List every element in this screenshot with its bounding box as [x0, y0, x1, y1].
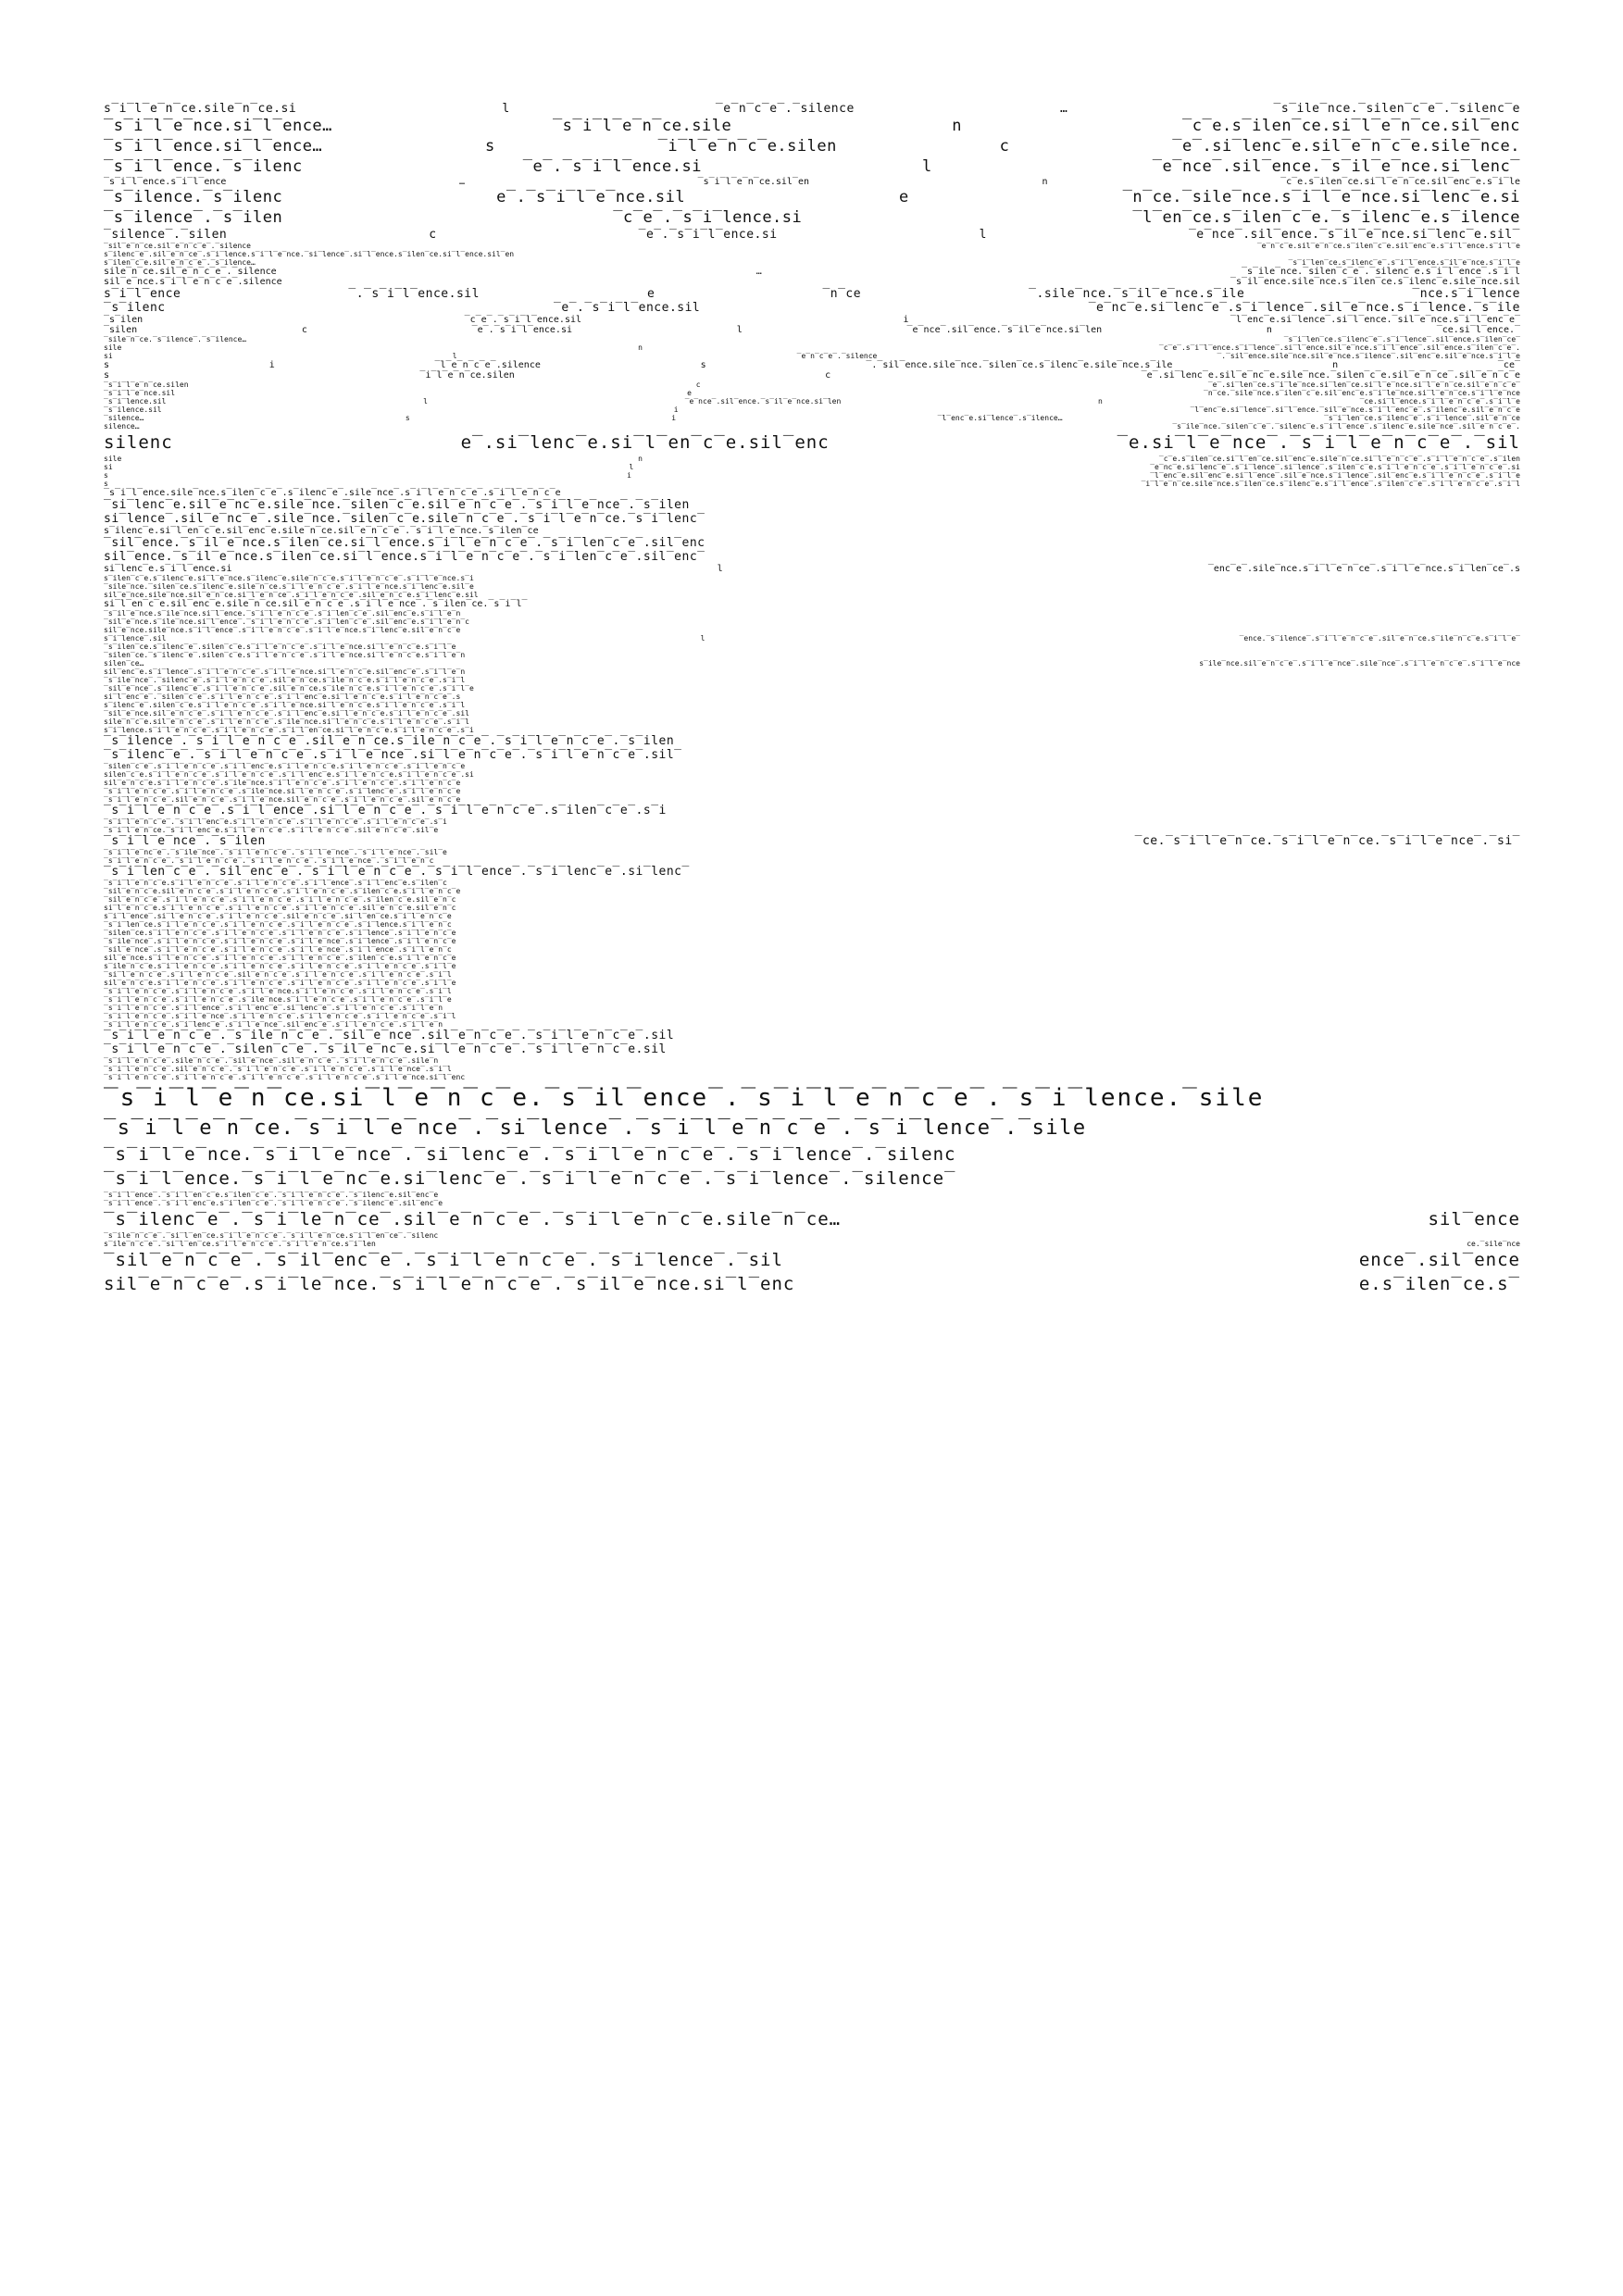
poem-line: sil‾e‾nce.s‾i‾l‾e‾n‾c‾e‾.s‾i‾l‾e‾n‾c‾e‾.s‾i‾l‾e‾n‾c‾e‾.s‾ilen‾c‾e.s‾i‾l‾e‾n‾c‾e — [104, 954, 456, 962]
poem-line: ‾s‾i‾l‾e‾n‾c‾e‾.‾silen‾c‾e‾.‾s‾il‾e‾nc‾e.si‾l‾e‾n‾c‾e‾.‾s‾i‾l‾e‾n‾c‾e.sil — [104, 1042, 667, 1056]
poem-line: sile‾n‾ce.sil‾e‾n‾c‾e‾.‾silence … ‾s‾ile‾nce.‾silen‾c‾e‾.‾silenc‾e.s‾i‾l‾ence‾.s‾i‾l — [104, 267, 1520, 277]
poem-line: sil‾e‾n‾c‾e.s‾i‾l‾e‾n‾c‾e‾.s‾ile‾nce.s‾i‾l‾e‾n‾c‾e‾.s‾i‾l‾e‾n‾c‾e‾.s‾i‾l‾e‾n‾c‾e — [104, 779, 461, 787]
poem-line: ‾s‾ilenc‾e‾.‾s‾i‾le‾n‾ce‾.sil‾e‾n‾c‾e‾.‾s‾i‾l‾e‾n‾c‾e.sile‾n‾ce… sil‾ence — [104, 1209, 1520, 1229]
poem-line: ‾s‾i‾l‾e‾n‾ce.si‾l‾e‾n‾c‾e.‾s‾il‾ence‾.‾s‾i‾l‾e‾n‾c‾e‾.‾s‾i‾lence.‾sile — [104, 1084, 1265, 1112]
poem-line: ‾silen‾ce.s‾i‾l‾e‾n‾c‾e‾.s‾i‾l‾e‾n‾c‾e‾.s‾i‾l‾e‾n‾c‾e‾.s‾i‾lence‾.s‾i‾l‾e‾n‾c‾e — [104, 929, 456, 937]
poem-line: ‾s‾i‾l‾e‾n‾c‾e‾.s‾i‾l‾ence‾.si‾l‾e‾n‾c‾e‾.‾s‾i‾l‾e‾n‾c‾e‾.s‾ilen‾c‾e‾.s‾i — [104, 804, 667, 817]
poem-line: s‾i‾lence‾.sil l ‾ence.‾s‾ilence‾.s‾i‾l‾e‾n‾c‾e‾.sil‾e‾n‾ce.s‾ile‾n‾c‾e.s‾i‾l‾e‾ — [104, 634, 1520, 643]
poem-line: si‾lence‾.sil‾e‾nc‾e‾.sile‾nce.‾silen‾c‾e.sile‾n‾c‾e‾.‾s‾i‾l‾e‾n‾ce.‾s‾i‾lenc‾ — [104, 512, 705, 526]
poem-line: ‾s‾i‾l‾e‾n‾c‾e‾.s‾i‾l‾ence‾.s‾i‾l‾enc‾e‾.si‾lenc‾e‾.s‾i‾l‾e‾n‾c‾e‾.s‾i‾l‾e‾n — [104, 1004, 443, 1012]
poem-line: ‾s‾i‾l‾e‾n‾c‾e‾.s‾i‾l‾e‾nce‾.s‾i‾l‾e‾n‾c‾e‾.s‾i‾l‾e‾n‾c‾e‾.s‾i‾l‾e‾n‾c‾e‾.s‾i‾l — [104, 1012, 456, 1020]
poem-line: ‾s‾i‾l‾e‾n‾c‾e‾.‾s‾ile‾n‾c‾e‾.‾sil‾e‾nce‾.sil‾e‾n‾c‾e‾.‾s‾i‾l‾e‾n‾c‾e‾.sil — [104, 1029, 675, 1042]
poem-line: ‾sil‾e‾nce‾.s‾ilenc‾e‾.s‾i‾l‾e‾n‾c‾e‾.sil‾e‾n‾ce.s‾ile‾n‾c‾e.s‾i‾l‾e‾n‾c‾e‾.s‾i‾l‾e — [104, 684, 474, 693]
poem-line: ‾sile‾nce.‾silen‾ce.s‾ilenc‾e.sile‾n‾ce.s‾i‾l‾e‾n‾c‾e‾.s‾i‾l‾e‾nce.s‾i‾lenc‾e.sil‾e — [104, 582, 474, 591]
poem-line: sil‾e‾nce.sile‾nce.s‾i‾l‾ence‾.s‾i‾l‾e‾n‾c‾e‾.s‾i‾l‾e‾nce.s‾i‾lenc‾e.sil‾e‾n‾c‾e — [104, 626, 461, 634]
poem-line: si‾lenc‾e.s‾i‾l‾ence.si l ‾enc‾e‾.sile‾nce.s‾i‾l‾e‾n‾ce‾.s‾i‾l‾e‾nce.s‾i‾len‾ce‾.s — [104, 564, 1520, 574]
poem-line: silen‾ce… s‾ile‾nce.sil‾e‾n‾c‾e‾.s‾i‾l‾e‾nce‾.sile‾nce‾.s‾i‾l‾e‾n‾c‾e‾.s‾i‾l‾e‾nce — [104, 659, 1520, 668]
poem-line: si‾l‾en‾c‾e.sil‾enc‾e.sile‾n‾ce.sil‾e‾n‾c‾e‾.s‾i‾l‾e‾nce‾.‾s‾ilen‾ce.‾s‾i‾l‾ — [104, 599, 528, 609]
poem-line: ‾s‾ilence‾.‾s‾ilen ‾c‾e‾.‾s‾i‾lence.si ‾l‾en‾ce.s‾ilen‾c‾e.‾s‾ilenc‾e.s‾ilence — [104, 208, 1520, 227]
poem-line: silence… ‾s‾ile‾nce.‾silen‾c‾e‾.‾silenc‾e.s‾i‾l‾ence‾.s‾ilenc‾e.sile‾nce‾.sil‾e‾n‾c‾e‾. — [104, 422, 1520, 430]
poem-line: ‾silen‾ce.‾s‾ilenc‾e‾.silen‾c‾e.s‾i‾l‾e‾n‾c‾e‾.s‾i‾l‾e‾nce.si‾l‾e‾n‾c‾e.s‾i‾l‾e‾n — [104, 651, 466, 659]
poem-line: s‾i‾l‾ence‾.si‾l‾e‾n‾c‾e‾.s‾i‾l‾e‾n‾c‾e‾.sil‾e‾n‾c‾e‾.si‾l‾en‾ce.s‾i‾l‾e‾n‾c‾e — [104, 912, 452, 920]
poem-line: si‾l‾e‾n‾c‾e.s‾i‾l‾e‾n‾c‾e‾.s‾i‾l‾e‾n‾c‾e‾.s‾i‾l‾e‾n‾c‾e‾.sil‾e‾n‾c‾e.sil‾e‾n‾c — [104, 904, 456, 912]
poem-line: ‾s‾i‾l‾e‾nce.si‾l‾ence… ‾s‾i‾l‾e‾n‾ce.sile n ‾c‾e.s‾ilen‾ce.si‾l‾e‾n‾ce.sil‾enc — [104, 117, 1520, 135]
poem-line: sile‾n‾c‾e.sil‾e‾n‾c‾e‾.s‾i‾l‾e‾n‾c‾e‾.s‾ile‾nce.si‾l‾e‾n‾c‾e.s‾i‾l‾e‾n‾c‾e‾.s‾i‾l — [104, 718, 469, 726]
poem-line: ‾s‾i‾l‾ence.‾s‾ilenc ‾e‾.‾s‾i‾l‾ence.si l ‾e‾nce‾.sil‾ence.‾s‾il‾e‾nce.si‾lenc‾ — [104, 157, 1520, 176]
poem-line: ‾s‾i‾l‾e‾nce.‾s‾i‾l‾e‾nce‾.‾si‾lenc‾e‾.‾s‾i‾l‾e‾n‾c‾e‾.‾s‾i‾lence‾.‾silenc — [104, 1144, 956, 1165]
poem-line: ‾s‾i‾lence.sil l ‾e‾nce‾.sil‾ence.‾s‾il‾e‾nce.si‾len n ‾ce.si‾l‾ence.s‾i‾l‾e‾n‾c‾e‾.s‾i‾l‾e — [104, 397, 1520, 406]
poem-line: ‾s‾i‾l‾ence.‾s‾i‾l‾e‾nc‾e.si‾lenc‾e‾.‾s‾i‾l‾e‾n‾c‾e‾.‾s‾i‾lence‾.‾silence‾ — [104, 1168, 956, 1189]
poem-line: ‾s‾ile‾nce‾.s‾i‾l‾e‾n‾c‾e‾.s‾i‾l‾e‾n‾c‾e‾.s‾i‾l‾e‾nce‾.s‾i‾lence‾.s‾i‾l‾e‾n‾c‾e — [104, 937, 456, 945]
poem-line: ‾sil‾e‾nce‾.s‾i‾l‾e‾n‾c‾e‾.s‾i‾l‾e‾n‾c‾e‾.s‾i‾l‾e‾nce‾.s‾i‾l‾ence‾.s‾i‾l‾e‾n‾c — [104, 945, 452, 954]
poem-line: sile n ‾c‾e.s‾ilen‾ce.si‾l‾en‾ce.sil‾enc‾e.sile‾n‾ce.si‾l‾e‾n‾c‾e‾.s‾i‾l‾e‾n‾c‾e‾.s‾ilen — [104, 455, 1520, 463]
poem-line: s i ‾l‾e‾n‾c‾e‾.silence s ‾.‾sil‾ence.sile‾nce.‾silen‾ce.s‾ilenc‾e.sile‾nce.s‾ile n ‾ce‾ — [104, 360, 1520, 370]
poem-line: s‾ilenc‾e.si‾l‾en‾c‾e.sil‾enc‾e.sile‾n‾ce.sil‾e‾n‾c‾e‾.‾s‾i‾l‾e‾nce.‾s‾ilen‾ce — [104, 526, 539, 536]
poem-line: ‾s‾ile‾n‾c‾e‾.‾si‾l‾en‾ce.s‾i‾l‾e‾n‾c‾e‾.‾s‾i‾l‾e‾n‾ce.s‾i‾l‾en‾ce‾.‾silenc — [104, 1231, 439, 1240]
poem-line: ‾silen‾c‾e‾.s‾i‾l‾e‾n‾c‾e‾.s‾i‾l‾enc‾e.s‾i‾l‾e‾n‾c‾e.s‾i‾l‾e‾n‾c‾e‾.s‾i‾l‾e‾n‾c‾e — [104, 762, 466, 770]
poem-line: ‾s‾i‾l‾e‾n‾c‾e‾.s‾i‾l‾e‾n‾c‾e‾.s‾i‾l‾e‾n‾c‾e‾.s‾i‾l‾e‾n‾c‾e‾.s‾i‾l‾e‾nce.si‾l‾enc — [104, 1073, 466, 1081]
poem-line: s‾ilen‾c‾e.sil‾e‾n‾c‾e‾.‾s‾ilence… ‾s‾i‾len‾ce.s‾ilenc‾e‾.s‾i‾l‾ence.s‾il‾e‾nce.s‾i‾l‾e — [104, 258, 1520, 267]
concrete-poem — [104, 102, 1520, 2213]
poem-line: sil‾enc‾e.s‾i‾lence‾.s‾i‾l‾e‾n‾c‾e‾.s‾i‾l‾e‾nce.si‾l‾e‾n‾c‾e.sil‾enc‾e‾.s‾i‾l‾e‾n — [104, 668, 466, 676]
poem-line: ‾silence… s i ‾l‾enc‾e.si‾lence‾.s‾ilence… ‾s‾i‾len‾ce.s‾ilenc‾e‾.s‾i‾lence‾.sil‾e‾n‾ce — [104, 414, 1520, 422]
poem-line: ‾s‾i‾l‾e‾nce‾.‾s‾ilen ‾ce.‾s‾i‾l‾e‾n‾ce.‾s‾i‾l‾e‾n‾ce.‾s‾i‾l‾e‾nce‾.‾si‾ — [104, 834, 1520, 848]
poem-line: s‾ilenc‾e‾.sil‾e‾n‾ce‾.s‾i‾lence.s‾i‾l‾e‾nce.‾si‾lence‾.si‾l‾ence.s‾ilen‾ce.si‾l‾ence.sil‾en — [104, 250, 515, 258]
poem-line: ‾sil‾e‾nce.sil‾e‾n‾c‾e‾.s‾i‾l‾e‾n‾c‾e‾.s‾i‾l‾enc‾e.si‾l‾e‾n‾c‾e.s‾i‾l‾e‾n‾c‾e‾.sil — [104, 709, 469, 718]
poem-line: sil‾e‾n‾c‾e.s‾i‾l‾e‾n‾c‾e‾.s‾i‾l‾e‾n‾c‾e‾.s‾i‾l‾e‾n‾c‾e‾.s‾i‾l‾e‾n‾c‾e‾.s‾i‾l‾e — [104, 979, 456, 987]
poem-line: ‾s‾ilence.‾s‾ilenc e‾.‾s‾i‾l‾e‾nce.sil e ‾n‾ce.‾sile‾nce.s‾i‾l‾e‾nce.si‾lenc‾e.si — [104, 188, 1520, 206]
poem-line: ‾s‾i‾l‾ence‾.‾s‾i‾l‾en‾c‾e.s‾ilen‾c‾e‾.‾s‾i‾l‾e‾n‾c‾e‾.‾s‾ilenc‾e.sil‾enc‾e — [104, 1191, 439, 1199]
poem-line: ‾s‾i‾l‾e‾n‾c‾e‾.sile‾n‾c‾e‾.‾sil‾e‾nce‾.sil‾e‾n‾c‾e‾.‾s‾i‾l‾e‾n‾c‾e‾.sile‾n — [104, 1056, 439, 1065]
poem-line: si l ‾e‾n‾c‾e‾.‾silence ‾.‾sil‾ence.sile‾nce.sil‾e‾nce.s‾ilence‾.sil‾enc‾e.sil‾e‾nce.s‾i‾l‾e — [104, 352, 1520, 360]
poem-line: ‾silen c ‾e‾.‾s‾i‾l‾ence.si l ‾e‾nce‾.sil‾ence.‾s‾il‾e‾nce.si‾len n ‾ce.si‾l‾ence.‾ — [104, 325, 1520, 335]
poem-line: ‾s‾i‾l‾e‾n‾ce.‾s‾i‾l‾enc‾e.s‾i‾l‾e‾n‾c‾e‾.s‾i‾l‾e‾n‾c‾e‾.sil‾e‾n‾c‾e‾.sil‾e — [104, 826, 439, 834]
poem-line: ‾s‾i‾len‾c‾e‾.‾sil‾enc‾e‾.‾s‾i‾l‾e‾n‾c‾e‾.‾s‾i‾l‾ence‾.‾s‾i‾lenc‾e‾.si‾lenc‾ — [104, 865, 690, 879]
poem-line: sil‾ence.‾s‾il‾e‾nce.s‾ilen‾ce.si‾l‾ence.s‾i‾l‾e‾n‾c‾e‾.‾s‾i‾len‾c‾e‾.sil‾enc‾ — [104, 550, 705, 564]
poem-line: ‾si‾lenc‾e.sil‾e‾nc‾e.sile‾nce.‾silen‾c‾e.sil‾e‾n‾c‾e‾.‾s‾i‾l‾e‾nce‾.‾s‾ilen — [104, 498, 690, 512]
poem-line: ‾s‾i‾l‾e‾n‾c‾e‾.sil‾e‾n‾c‾e‾.s‾i‾l‾e‾nce.sil‾e‾n‾c‾e‾.s‾i‾l‾e‾n‾c‾e‾.sil‾e‾n‾c‾e — [104, 795, 461, 804]
poem-line: ‾s‾ilen‾ce.s‾ilenc‾e‾.silen‾c‾e.s‾i‾l‾e‾n‾c‾e‾.s‾i‾l‾e‾nce.si‾l‾e‾n‾c‾e.s‾i‾l‾e — [104, 643, 456, 651]
poem-line: s‾ile‾n‾c‾e‾.‾si‾l‾en‾ce.s‾i‾l‾e‾n‾c‾e‾.‾s‾i‾l‾e‾n‾ce.s‾i‾len ce.‾sile‾nce — [104, 1240, 1520, 1248]
poem-line: si‾l‾enc‾e‾.‾silen‾c‾e‾.s‾i‾l‾e‾n‾c‾e‾.s‾i‾l‾enc‾e.si‾l‾e‾n‾c‾e.s‾i‾l‾e‾n‾c‾e‾.s — [104, 693, 461, 701]
poem-line: s ‾i‾l‾e‾n‾ce.silen c ‾e‾.si‾lenc‾e.sil‾e‾nc‾e.sile‾nce.‾silen‾c‾e.sil‾e‾n‾ce‾.sil‾e‾n‾c‾e — [104, 370, 1520, 381]
poem-line: ‾s‾i‾l‾e‾n‾c‾e‾.s‾i‾lenc‾e‾.s‾i‾l‾e‾nce‾.sil‾enc‾e‾.s‾i‾l‾e‾n‾c‾e‾.s‾i‾l‾e‾n — [104, 1020, 443, 1029]
poem-line: ‾s‾ile‾nce‾.‾silenc‾e‾.s‾i‾l‾e‾n‾c‾e‾.sil‾e‾n‾ce.s‾ile‾n‾c‾e.s‾i‾l‾e‾n‾c‾e‾.s‾i‾l — [104, 676, 466, 684]
poem-line: ‾s‾i‾l‾e‾nce.sil e ‾n‾ce.‾sile‾nce.s‾ilen‾c‾e.sil‾enc‾e.s‾i‾le‾nce.si‾l‾e‾n‾ce.s‾i‾l‾e‾nce — [104, 389, 1520, 397]
poem-line: ‾s‾i‾l‾e‾n‾ce.silen c ‾e‾.si‾len‾ce.s‾i‾le‾nce.si‾len‾ce.si‾l‾e‾nce.si‾l‾e‾n‾ce.sil‾e‾n‾c‾e‾ — [104, 381, 1520, 389]
poem-line: ‾s‾i‾l‾e‾n‾ce.‾s‾i‾l‾e‾nce‾.‾si‾lence‾.‾s‾i‾l‾e‾n‾c‾e‾.‾s‾i‾lence‾.‾sile — [104, 1117, 1087, 1140]
poem-line: ‾s‾i‾l‾e‾n‾c‾e‾.s‾i‾l‾e‾n‾c‾e‾.s‾i‾l‾e‾nce.s‾i‾l‾e‾n‾c‾e‾.s‾i‾l‾e‾n‾c‾e‾.s‾i‾l — [104, 987, 452, 995]
poem-line: ‾sil‾ence.‾s‾il‾e‾nce.s‾ilen‾ce.si‾l‾ence.s‾i‾l‾e‾n‾c‾e‾.‾s‾i‾len‾c‾e‾.sil‾enc — [104, 536, 705, 550]
poem-line: s‾i‾lence.s‾i‾l‾e‾n‾c‾e‾.s‾i‾l‾e‾n‾c‾e‾.s‾i‾l‾en‾ce.si‾l‾e‾n‾c‾e.s‾i‾l‾e‾n‾c‾e‾.s‾i — [104, 726, 474, 734]
poem-line: sile n ‾c‾e‾.s‾i‾l‾ence.s‾i‾lence‾.si‾l‾ence.sil‾e‾nce.s‾i‾l‾ence‾.sil‾ence.s‾ilen‾c‾e‾. — [104, 343, 1520, 352]
poem-line: ‾sil‾e‾n‾c‾e‾.‾s‾il‾enc‾e‾.‾s‾i‾l‾e‾n‾c‾e‾.‾s‾i‾lence‾.‾sil ence‾.sil‾ence — [104, 1250, 1520, 1270]
poem-line: ‾sil‾e‾n‾c‾e.sil‾e‾n‾c‾e‾.s‾i‾l‾e‾n‾c‾e‾.s‾i‾l‾e‾n‾c‾e‾.s‾ilen‾c‾e.s‾i‾l‾e‾n‾c‾e — [104, 887, 461, 895]
poem-line: ‾sile‾n‾ce.‾s‾ilence‾.‾s‾ilence… ‾s‾i‾len‾ce.s‾ilenc‾e‾.s‾i‾lence‾.sil‾ence.s‾ilen‾ce‾ — [104, 335, 1520, 343]
poem-line: s‾i‾l‾e‾n‾ce.sile‾n‾ce.si l ‾e‾n‾c‾e‾.‾silence … ‾s‾ile‾nce.‾silen‾c‾e‾.‾silenc‾e — [104, 102, 1520, 116]
poem-line: si l ‾e‾nc‾e.si‾lenc‾e‾.s‾i‾lence‾.si‾lence‾.s‾ilen‾c‾e.s‾i‾l‾e‾n‾c‾e‾.s‾i‾l‾e‾n‾c‾e‾.si — [104, 463, 1520, 471]
poem-line: s‾ilenc‾e‾.silen‾c‾e.s‾i‾l‾e‾n‾c‾e‾.s‾i‾l‾e‾nce.si‾l‾e‾n‾c‾e.s‾i‾l‾e‾n‾c‾e‾.s‾i‾l — [104, 701, 466, 709]
poem-line: ‾s‾i‾l‾e‾n‾c‾e‾.sil‾e‾n‾c‾e‾.‾s‾i‾l‾e‾n‾c‾e‾.s‾i‾l‾e‾n‾c‾e‾.s‾i‾l‾e‾nce‾.s‾i‾l — [104, 1065, 452, 1073]
poem-line: ‾silence‾.‾silen c ‾e‾.‾s‾i‾l‾ence.si l ‾e‾nce‾.sil‾ence.‾s‾il‾e‾nce.si‾lenc‾e.sil‾ — [104, 228, 1520, 242]
poem-line: ‾s‾i‾l‾ence.s‾i‾l‾ence … ‾s‾i‾l‾e‾n‾ce.sil‾en n ‾c‾e.s‾ilen‾ce.si‾l‾e‾n‾ce.sil‾enc‾e.s‾i‾le — [104, 177, 1520, 187]
poem-line: ‾s‾i‾len‾ce.s‾i‾l‾e‾n‾c‾e‾.s‾i‾l‾e‾n‾c‾e‾.s‾i‾l‾e‾n‾c‾e‾.s‾i‾lence.s‾i‾l‾e‾n‾c — [104, 920, 452, 929]
poem-line: ‾s‾i‾l‾e‾n‾c‾e.s‾i‾l‾e‾n‾c‾e‾.s‾i‾l‾e‾n‾c‾e‾.s‾i‾l‾ence‾.s‾i‾l‾enc‾e.s‾ilen‾c — [104, 879, 447, 887]
poem-line: ‾s‾i‾l‾ence.si‾l‾ence… s ‾i‾l‾e‾n‾c‾e.silen c ‾e‾.si‾lenc‾e.sil‾e‾n‾c‾e.sile‾nce. — [104, 137, 1520, 156]
poem-line: s‾ile‾n‾c‾e.s‾i‾l‾e‾n‾c‾e‾.s‾i‾l‾e‾n‾c‾e‾.s‾i‾l‾e‾n‾c‾e‾.s‾i‾l‾e‾n‾c‾e‾.s‾i‾l‾e — [104, 962, 456, 970]
poem-line: ‾s‾i‾l‾e‾n‾c‾e‾.s‾i‾l‾e‾n‾c‾e‾.s‾ile‾nce.s‾i‾l‾e‾n‾c‾e‾.s‾i‾l‾e‾n‾c‾e‾.s‾i‾l‾e — [104, 995, 452, 1004]
poem-line: s i ‾l‾enc‾e.sil‾enc‾e.si‾l‾ence‾.sil‾e‾nce.s‾i‾lence‾.sil‾enc‾e.s‾i‾l‾e‾n‾c‾e‾.s‾i‾l‾e — [104, 471, 1520, 480]
poem-line: s‾i‾l‾ence ‾.‾s‾i‾l‾ence.sil e ‾n‾ce ‾.sile‾nce.‾s‾il‾e‾nce.s‾ile ‾nce.s‾i‾lence — [104, 287, 1520, 301]
poem-line: ‾s‾i‾l‾e‾n‾c‾e‾.s‾i‾l‾e‾n‾c‾e‾.s‾ile‾nce.si‾l‾e‾n‾c‾e‾.s‾i‾lenc‾e‾.s‾i‾l‾e‾n‾c‾e — [104, 787, 461, 795]
poem-line: ‾s‾ilenc‾e‾.‾s‾i‾l‾e‾n‾c‾e‾.s‾i‾l‾e‾nce‾.si‾l‾e‾n‾c‾e‾.‾s‾i‾l‾e‾n‾c‾e‾.sil‾ — [104, 748, 682, 762]
poem-line: silen‾c‾e.s‾i‾l‾e‾n‾c‾e‾.s‾i‾l‾e‾n‾c‾e‾.s‾i‾l‾enc‾e.s‾i‾l‾e‾n‾c‾e.s‾i‾l‾e‾n‾c‾e‾.si — [104, 770, 474, 779]
poem-line: ‾si‾l‾e‾n‾c‾e‾.s‾i‾l‾e‾n‾c‾e‾.sil‾e‾n‾c‾e‾.s‾i‾l‾e‾n‾c‾e‾.s‾i‾l‾e‾n‾c‾e‾.s‾i‾l — [104, 970, 452, 979]
poem-line: sil‾e‾nce.sile‾nce.sil‾e‾n‾ce.si‾l‾e‾n‾ce‾.s‾i‾l‾e‾n‾c‾e‾.sil‾e‾n‾c‾e.s‾i‾lenc‾e.sil — [104, 591, 479, 599]
poem-line: s‾ilen‾c‾e.s‾ilenc‾e.si‾l‾e‾nce.s‾ilenc‾e.sile‾n‾c‾e.s‾i‾l‾e‾n‾c‾e‾.s‾i‾l‾e‾nce.s‾i — [104, 574, 474, 582]
poem-line: ‾s‾i‾l‾e‾n‾c‾e‾.‾s‾i‾l‾e‾n‾c‾e‾.‾s‾i‾l‾e‾n‾c‾e‾.‾s‾i‾l‾e‾nce‾.‾s‾i‾l‾e‾n‾c — [104, 856, 434, 865]
poem-line: ‾s‾il‾e‾nce.s‾ile‾nce.si‾l‾ence.‾s‾i‾l‾e‾n‾c‾e‾.s‾i‾len‾c‾e‾.sil‾enc‾e.s‾i‾l‾e‾n — [104, 609, 461, 618]
poem-line: ‾s‾i‾l‾e‾n‾c‾e‾.‾s‾i‾l‾enc‾e.s‾i‾l‾e‾n‾c‾e‾.s‾i‾l‾e‾n‾c‾e‾.s‾i‾l‾e‾n‾c‾e‾.s‾i — [104, 817, 447, 826]
poem-line: ‾s‾ilence‾.‾s‾i‾l‾e‾n‾c‾e‾.sil‾e‾n‾ce.s‾ile‾n‾c‾e‾.‾s‾i‾l‾e‾n‾c‾e‾.‾s‾ilen — [104, 734, 675, 748]
poem-line: ‾sil‾e‾n‾c‾e‾.s‾i‾l‾e‾n‾c‾e‾.s‾i‾l‾e‾n‾c‾e‾.s‾i‾l‾e‾n‾c‾e‾.s‾ilen‾c‾e.sil‾e‾n‾c — [104, 895, 456, 904]
poem-line: sil‾e‾nce.s‾i‾l‾e‾n‾c‾e‾.silence ‾s‾il‾ence.sile‾nce.s‾ilen‾ce.s‾ilenc‾e.sile‾nce.sil — [104, 277, 1520, 287]
poem-line: ‾s‾i‾l‾ence‾.‾s‾i‾l‾enc‾e.s‾i‾len‾c‾e‾.‾s‾i‾l‾e‾n‾c‾e‾.‾s‾ilenc‾e‾.sil‾enc‾e — [104, 1199, 443, 1207]
poem-line: ‾s‾ilenc ‾e‾.‾s‾i‾l‾ence.sil ‾e‾nc‾e.si‾lenc‾e‾.s‾i‾lence‾.sil‾e‾nce.s‾i‾lence.‾s‾ile — [104, 301, 1520, 315]
poem-line: ‾sil‾e‾n‾ce.sil‾e‾n‾c‾e‾.‾silence ‾e‾n‾c‾e.sil‾e‾n‾ce.s‾ilen‾c‾e.sil‾enc‾e.s‾i‾l‾ence.s‾i‾l‾e — [104, 242, 1520, 250]
poem-line: ‾s‾ilence.sil i ‾l‾enc‾e.si‾lence‾.si‾l‾ence.‾sil‾e‾nce.s‾i‾l‾enc‾e‾.s‾ilenc‾e.sil‾e‾n‾c‾e — [104, 406, 1520, 414]
poem-line: ‾s‾ilen ‾c‾e‾.‾s‾i‾l‾ence.sil i ‾l‾enc‾e.si‾lence‾.si‾l‾ence.‾sil‾e‾nce.s‾i‾l‾enc‾e‾ — [104, 315, 1520, 325]
poem-line: ‾sil‾e‾nce.s‾ile‾nce.si‾l‾ence‾.‾s‾i‾l‾e‾n‾c‾e‾.s‾i‾len‾c‾e‾.sil‾enc‾e.s‾i‾l‾e‾n‾c — [104, 618, 469, 626]
poem-line: ‾s‾i‾l‾e‾nc‾e‾.‾s‾ile‾nce‾.‾s‾i‾l‾e‾n‾c‾e‾.‾s‾i‾l‾e‾nce‾.‾s‾i‾l‾e‾nce‾.‾sil‾e — [104, 848, 447, 856]
poem-line: silenc e‾.si‾lenc‾e.si‾l‾en‾c‾e.sil‾enc ‾e.si‾l‾e‾nce‾.‾s‾i‾l‾e‾n‾c‾e‾.‾sil — [104, 432, 1520, 453]
poem-line: s ‾i‾l‾e‾n‾ce.sile‾nce.s‾ilen‾ce.s‾ilenc‾e.s‾i‾l‾ence‾.s‾ilen‾c‾e‾.s‾i‾l‾e‾n‾c‾e‾.s‾i‾l — [104, 480, 1520, 488]
poem-line: sil‾e‾n‾c‾e‾.s‾i‾le‾nce.‾s‾i‾l‾e‾n‾c‾e‾.‾s‾il‾e‾nce.si‾l‾enc e.s‾ilen‾ce.s‾ — [104, 1274, 1520, 1294]
poem-line: ‾s‾i‾l‾ence.sile‾nce.s‾ilen‾c‾e‾.s‾ilenc‾e‾.sile‾nce‾.s‾i‾l‾e‾n‾c‾e‾.s‾i‾l‾e‾n‾c‾e — [104, 488, 561, 498]
